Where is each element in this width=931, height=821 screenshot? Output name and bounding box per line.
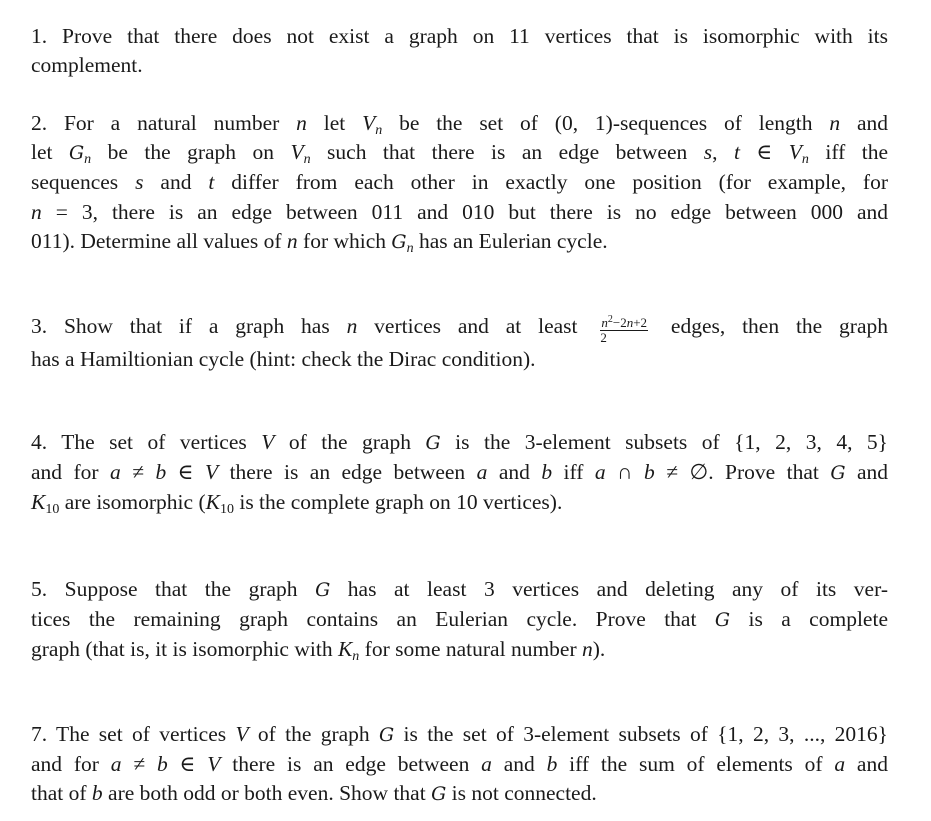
problem-3 [31,312,888,374]
problem-2-line-4: n = 3, there is an edge between 011 and 010 but there is no edge between 000 and [31,199,888,224]
problem-5-line-2: tices the remaining graph contains an Eulerian cycle. Prove that G is a complete [31,607,888,632]
problem-1-line-2: complement. [31,53,143,78]
problem-7-line-1: 7. The set of vertices V of the graph G is the set of 3-element subsets of {1, 2, 3, ..., 2016} [31,722,888,746]
problem-1 [31,22,888,80]
problem-5 [31,575,888,665]
problem-4-line-1: 4. The set of vertices V of the graph G is the 3-element subsets of {1, 2, 3, 4, 5} [31,430,888,454]
problem-4-line-2: and for a ≠ b ∈ V there is an edge between a and b iff a ∩ b ≠ ∅. Prove that G and [31,460,888,485]
problem-7 [31,720,888,810]
problem-5-line-3: graph (that is, it is isomorphic with $K_n$ for some natural number n). [31,637,606,665]
problem-2-line-5: 011). Determine all values of n for which $G_n$ has an Eulerian cycle. [31,228,608,256]
problem-3-line-1: 3. Show that if a graph has n vertices and at least $\frac{n^2-2n+2}{2}$ edges, then the graph [31,314,889,345]
problem-2-line-2: let $G_n$ be the graph on $V_n$ such that there is an edge between s, t ∈ $V_n$ iff the [31,140,889,168]
problem-7-line-3: that of b are both odd or both even. Show that G is not connected. [31,781,597,806]
problem-4-line-3: $K_{10}$ are isomorphic ($K_{10}$ is the complete graph on 10 vertices). [31,490,563,518]
problem-4 [31,428,888,518]
problem-2 [31,109,888,257]
problem-2-line-3: sequences s and t differ from each other in exactly one position (for example, for [31,170,888,195]
problem-2-line-1: 2. For a natural number n let $V_n$ be the set of (0, 1)-sequences of length n and [31,111,888,138]
fraction: $\frac{n^2-2n+2}{2}$ [600,314,648,345]
problem-1-line-1: 1. Prove that there does not exist a graph on 11 vertices that is isomorphic with its [31,24,888,48]
problem-7-line-2: and for a ≠ b ∈ V there is an edge between a and b iff the sum of elements of a and [31,752,888,777]
problem-5-line-1: 5. Suppose that the graph G has at least 3 vertices and deleting any of its ver- [31,577,888,601]
problem-3-line-2: has a Hamiltionian cycle (hint: check the Dirac condition). [31,347,536,371]
